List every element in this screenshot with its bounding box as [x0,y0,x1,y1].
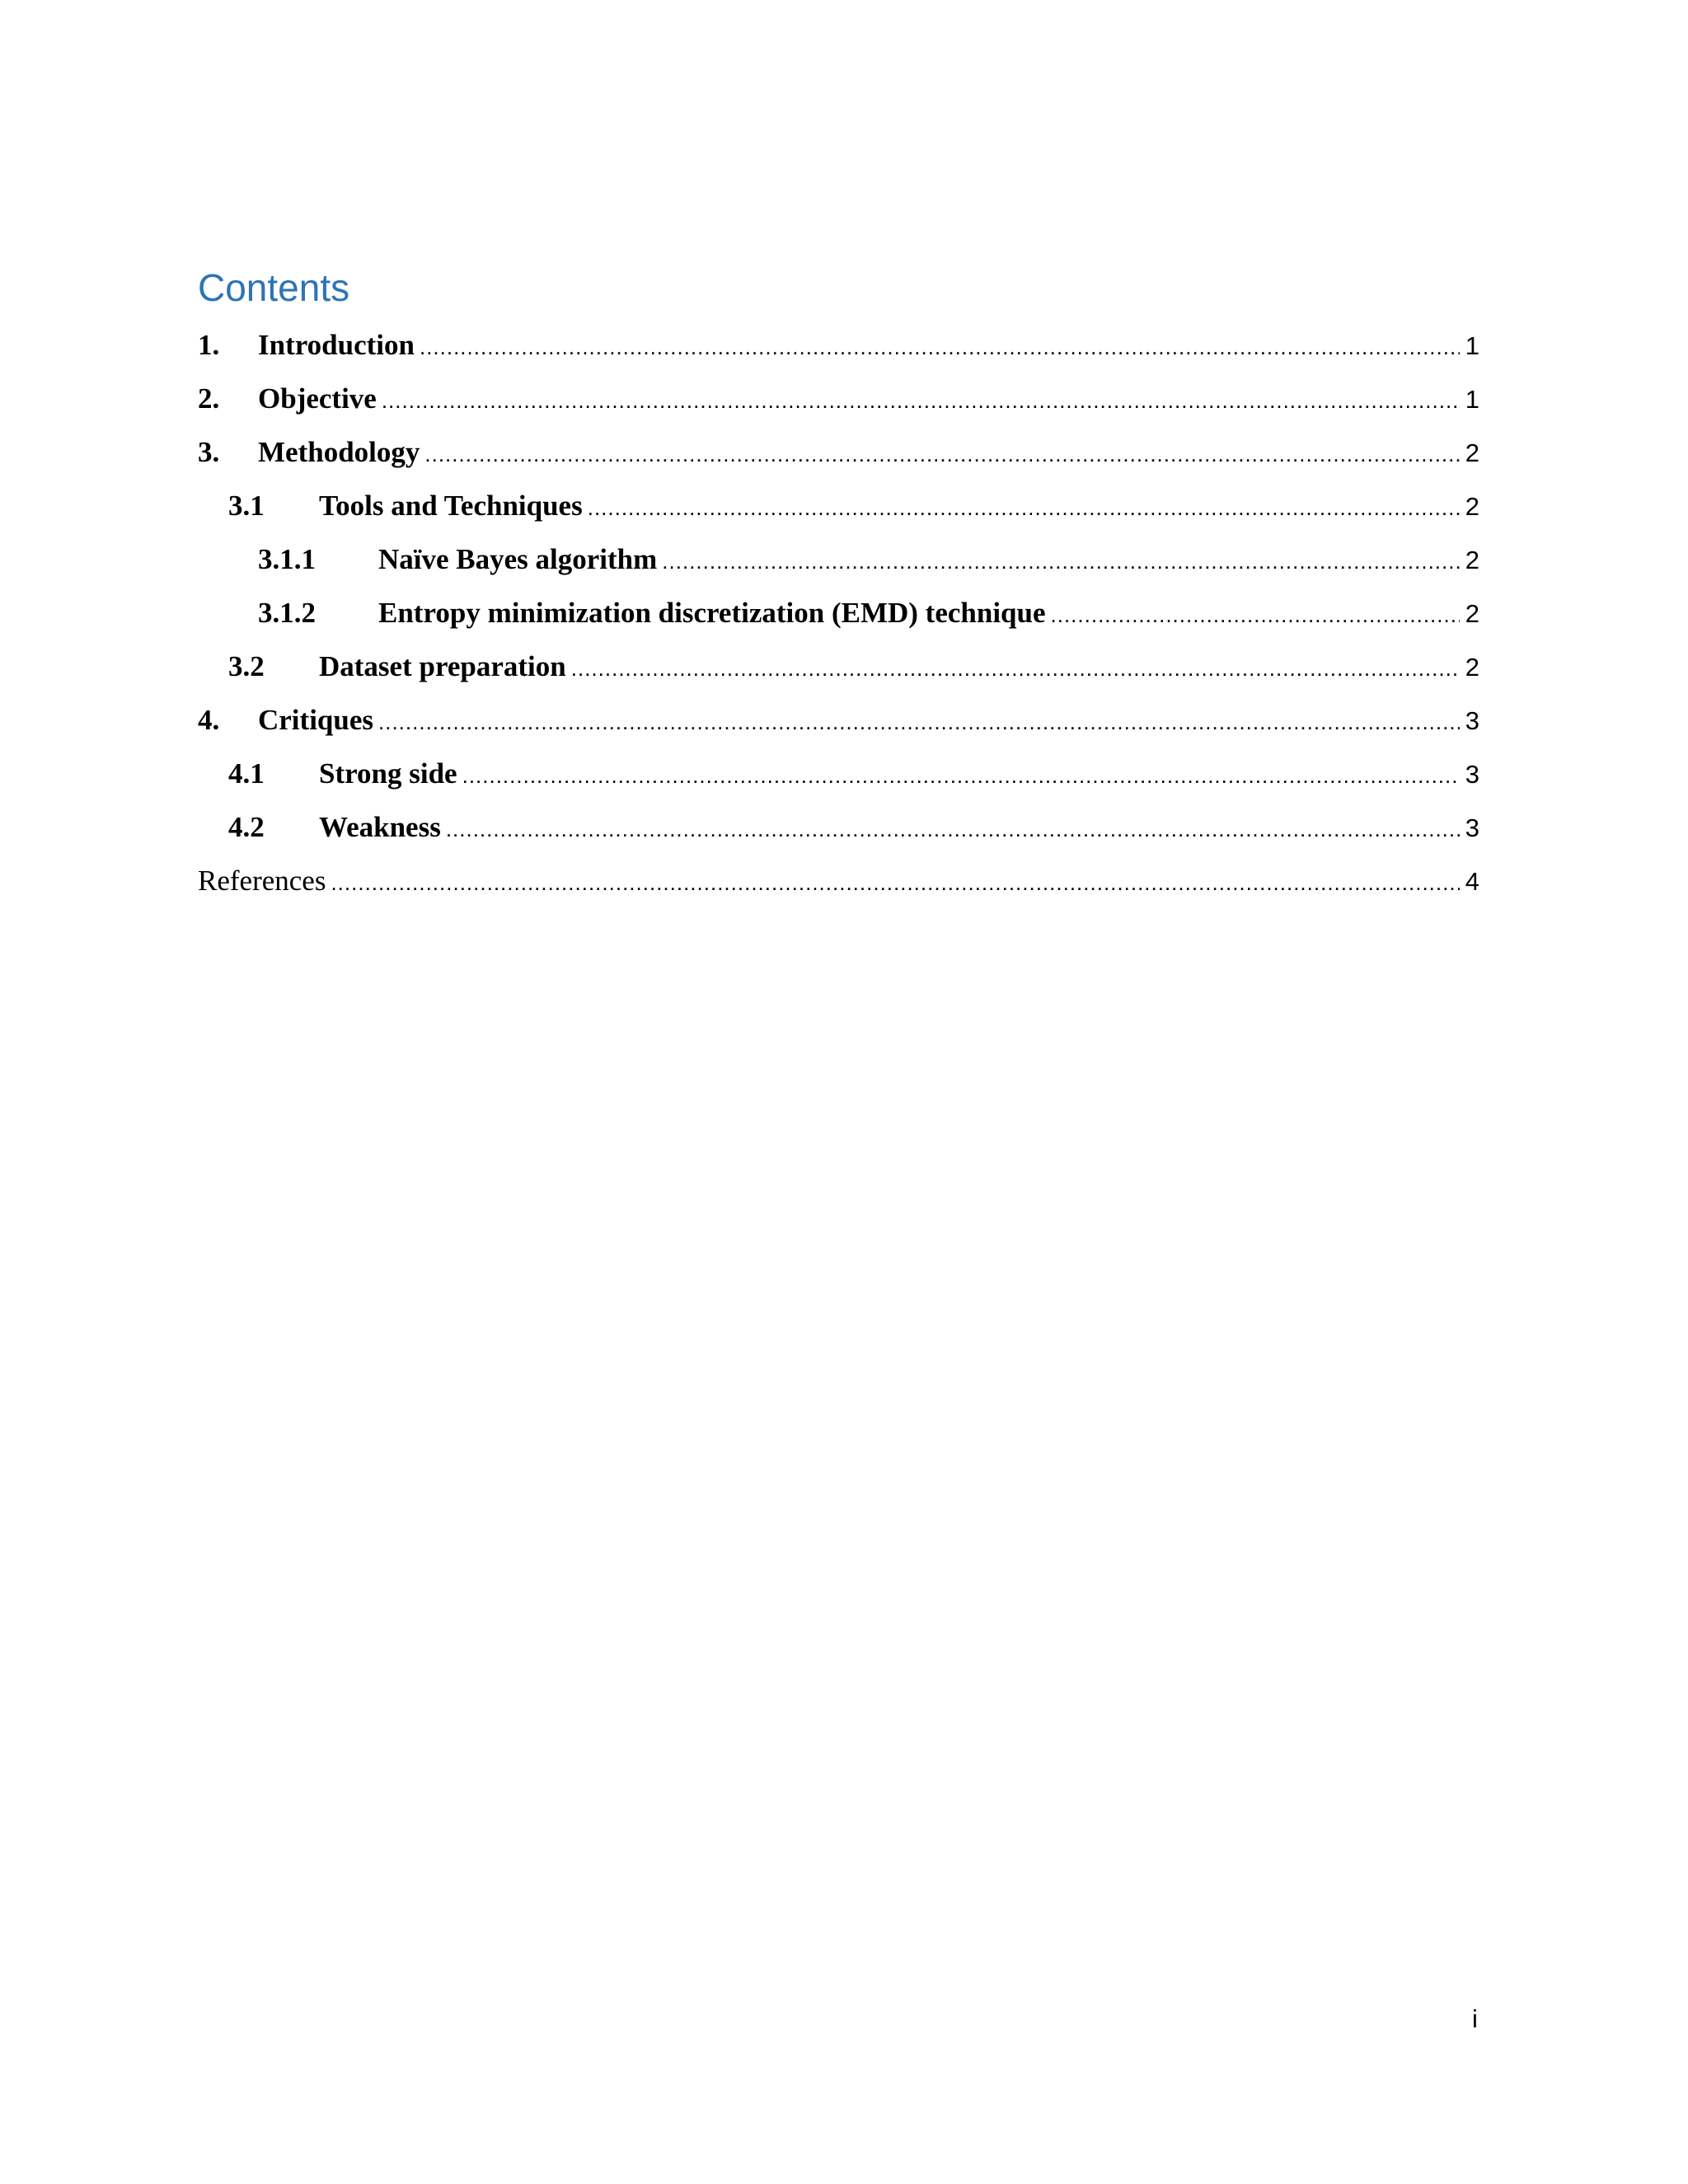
toc-entry-dataset-preparation[interactable] [198,648,1479,701]
toc-entry-number: 1. [198,329,220,361]
toc-dot-leader [378,703,1460,741]
toc-entry-title: Objective [258,382,377,415]
toc-entry-number: 4. [198,704,220,736]
toc-entry-number: 4.1 [228,757,265,790]
toc-entry-page: 3 [1465,706,1479,735]
toc-entry-page: 3 [1465,760,1479,789]
toc-dot-leader [331,864,1460,902]
toc-entry-objective[interactable] [198,380,1479,434]
toc-entry-title: Naïve Bayes algorithm [378,543,658,575]
toc-entry-number: 3. [198,436,220,468]
toc-entry-weakness[interactable] [198,808,1479,862]
toc-entry-title: Tools and Techniques [319,490,583,522]
toc-entry-naive-bayes[interactable] [198,541,1479,594]
toc-dot-leader [420,328,1460,366]
toc-dot-leader [382,382,1460,419]
toc-entry-title: Introduction [258,329,415,361]
toc-heading: Contents [198,266,350,309]
toc-entry-page: 2 [1465,492,1479,521]
toc-entry-page: 2 [1465,438,1479,467]
toc-entry-page: 4 [1465,867,1479,896]
toc-entry-number: 3.1 [228,490,265,522]
toc-entry-methodology[interactable] [198,434,1479,487]
toc-entry-tools-and-techniques[interactable] [198,487,1479,541]
toc-dot-leader [424,435,1460,473]
toc-entry-strong-side[interactable] [198,755,1479,808]
toc-entry-title: Critiques [258,704,373,736]
toc-entry-page: 1 [1465,331,1479,360]
toc-entry-title: Strong side [319,757,457,790]
toc-entry-page: 1 [1465,385,1479,414]
toc-dot-leader [588,489,1460,527]
toc-entry-introduction[interactable] [198,326,1479,380]
toc-entry-number: 3.1.2 [258,597,316,629]
toc-dot-leader [462,757,1460,794]
toc-entry-references[interactable] [198,862,1479,916]
toc-entry-number: 2. [198,382,220,415]
toc-entry-emd-technique[interactable] [198,594,1479,648]
toc-entry-page: 2 [1465,546,1479,574]
toc-entry-title: Weakness [319,811,441,843]
toc-entry-title: References [198,865,326,897]
toc-entry-number: 4.2 [228,811,265,843]
toc-entry-page: 2 [1465,653,1479,682]
table-of-contents [198,326,1479,916]
toc-entry-critiques[interactable] [198,701,1479,755]
toc-entry-number: 3.2 [228,650,265,682]
toc-entry-page: 2 [1465,599,1479,628]
toc-dot-leader [571,649,1460,687]
toc-dot-leader [1051,596,1460,634]
toc-dot-leader [662,542,1460,580]
toc-entry-number: 3.1.1 [258,543,316,575]
toc-entry-title: Dataset preparation [319,650,566,682]
toc-dot-leader [446,810,1460,848]
toc-entry-page: 3 [1465,813,1479,842]
toc-entry-title: Methodology [258,436,420,468]
page-number: i [1472,2004,1478,2033]
toc-entry-title: Entropy minimization discretization (EMD) technique [378,597,1046,629]
